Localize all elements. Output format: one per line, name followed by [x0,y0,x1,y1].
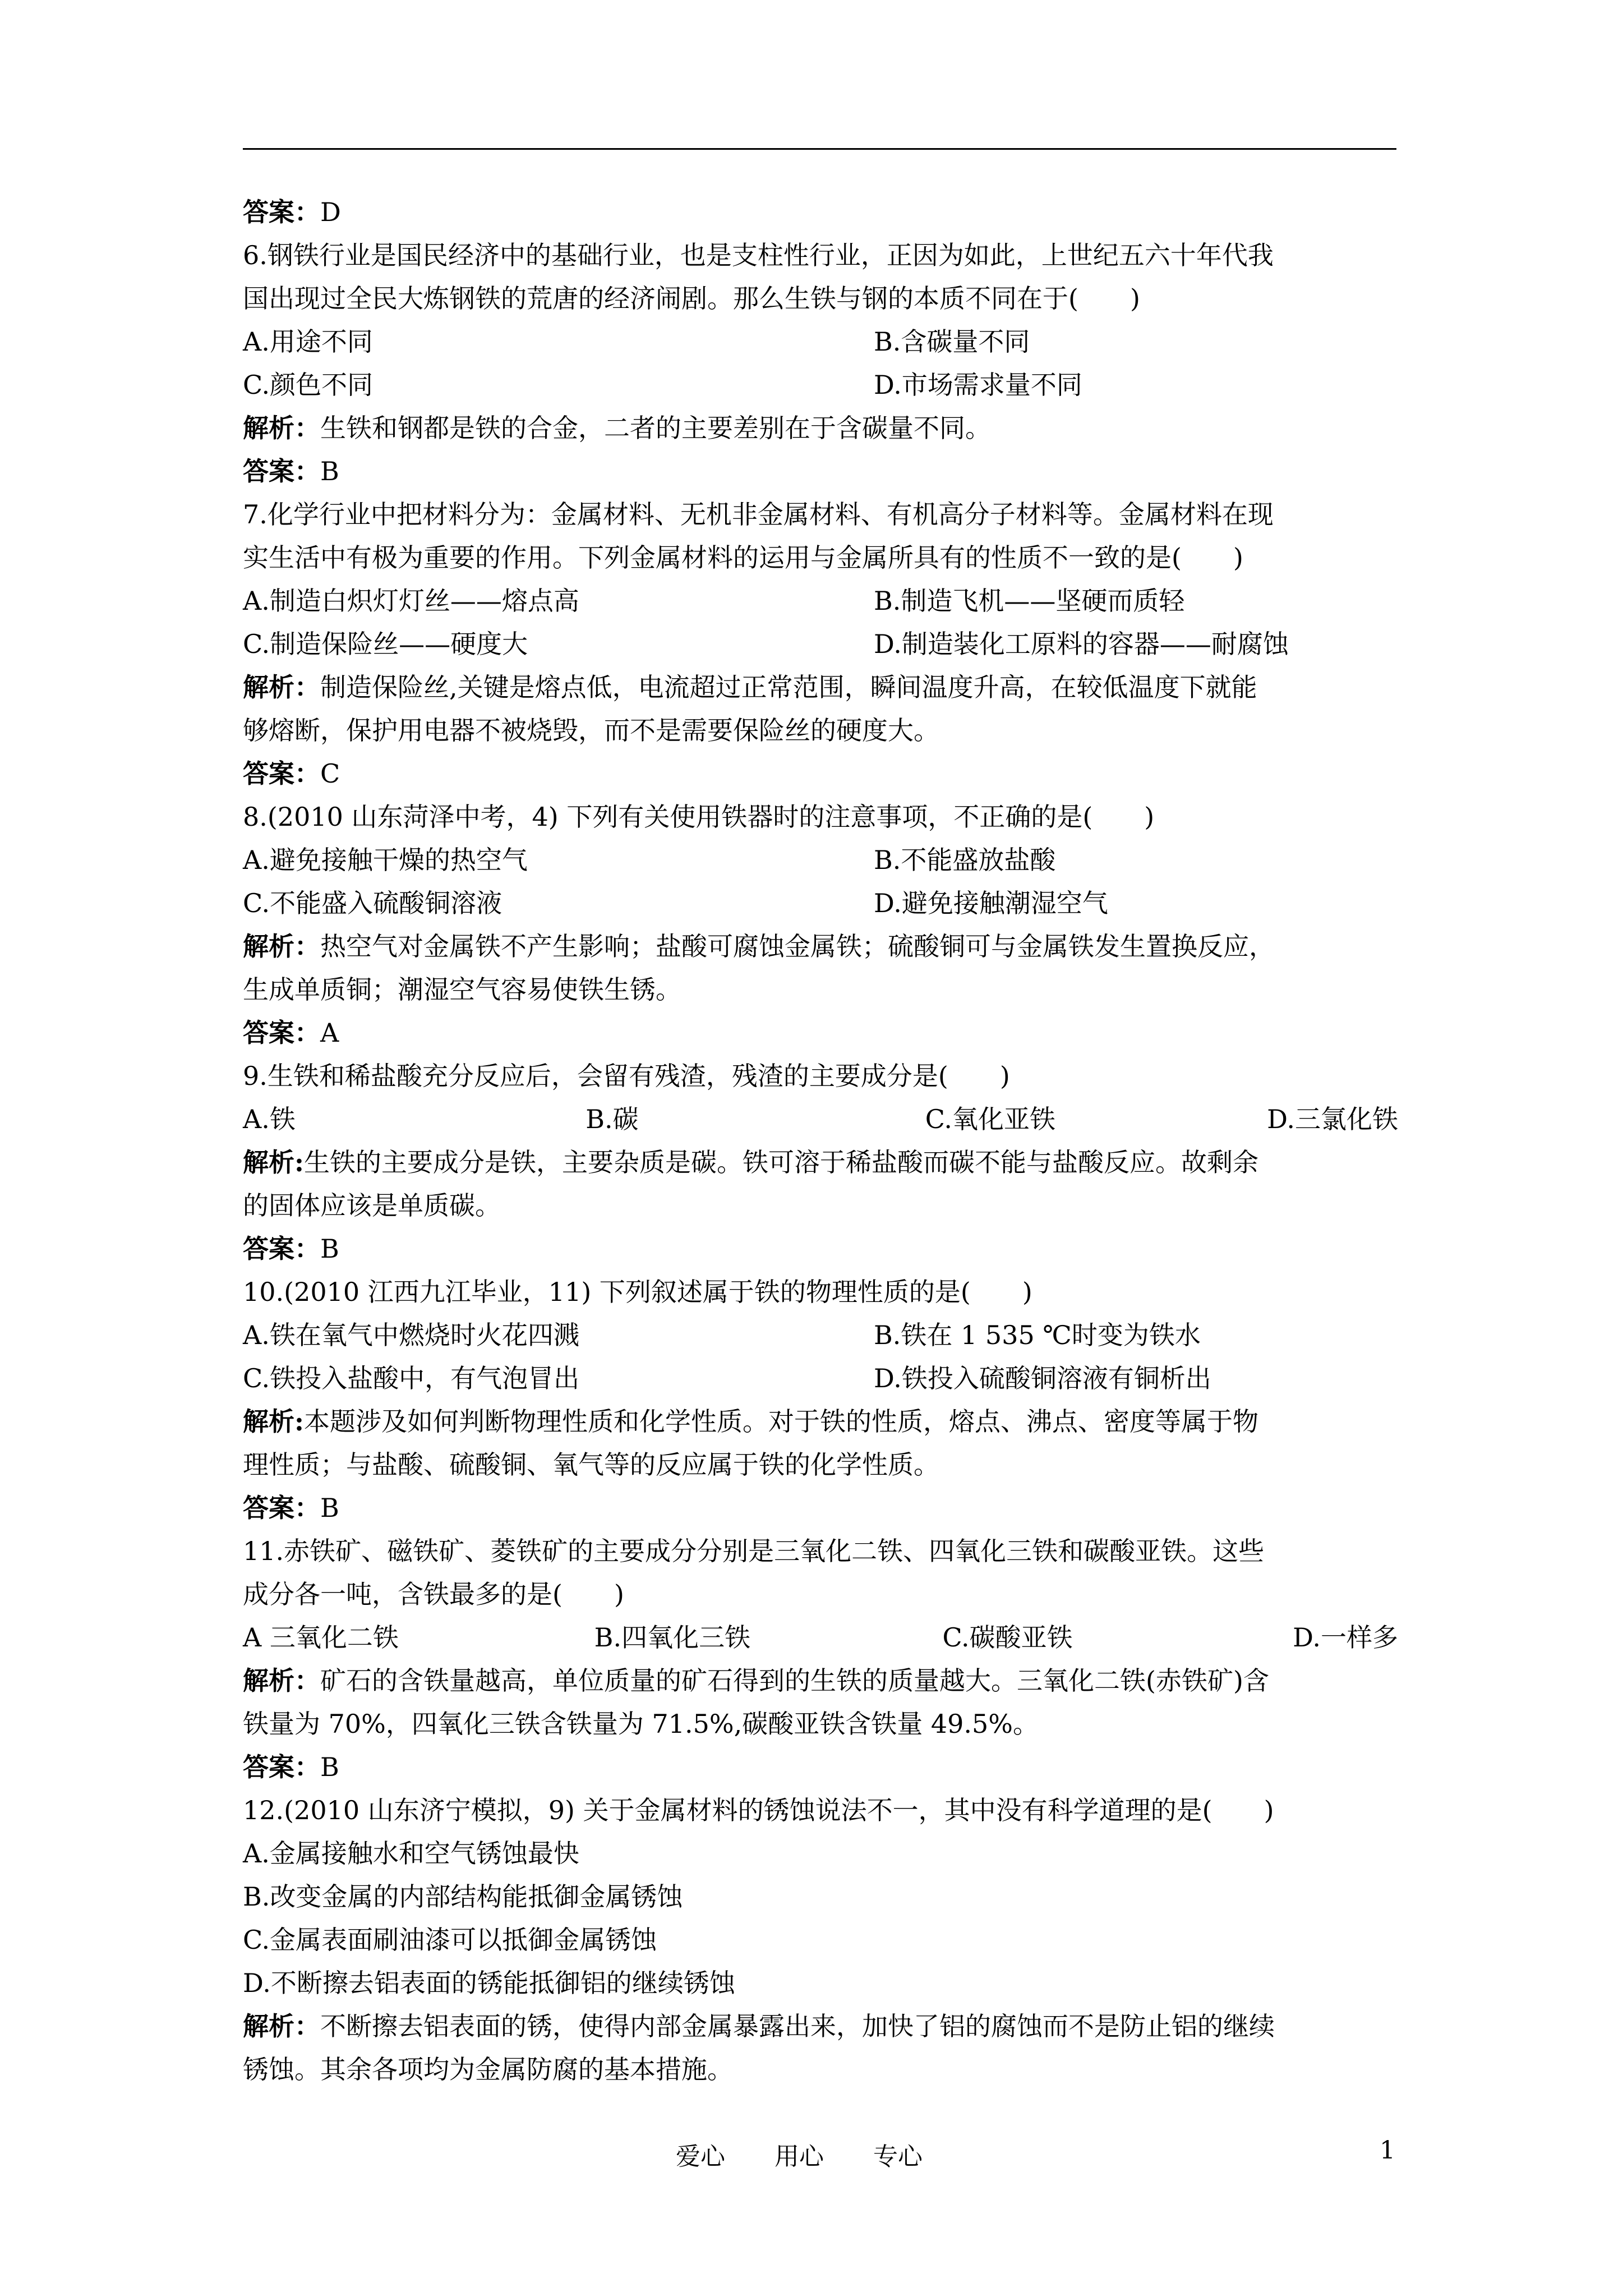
q10-stem-line: 10.(2010 江西九江毕业，11) 下列叙述属于铁的物理性质的是( ) [243,1277,1032,1307]
footer-motto: 爱心 用心 专心 [676,2142,923,2171]
document-body [243,191,1398,2091]
q8-analysis-cont: 生成单质铜；潮湿空气容易使铁生锈。 [243,974,681,1005]
option: A.避免接触干燥的热空气 [243,845,528,875]
option: C.不能盛入硫酸铜溶液 [243,888,502,918]
q7-analysis: 解析：制造保险丝,关键是熔点低，电流超过正常范围，瞬间温度升高，在较低温度下就能 [243,672,1257,702]
q9-options [243,1098,1398,1141]
q10-analysis-cont: 理性质；与盐酸、硫酸铜、氧气等的反应属于铁的化学性质。 [243,1450,939,1480]
q8-stem-line: 8.(2010 山东菏泽中考，4) 下列有关使用铁器时的注意事项，不正确的是( ) [243,802,1155,832]
q7-options [243,623,1398,666]
q10-options [243,1314,1398,1357]
q12-analysis-cont: 锈蚀。其余各项均为金属防腐的基本措施。 [243,2054,733,2085]
page-footer [0,2136,1623,2175]
q11-analysis-cont: 铁量为 70%，四氧化三铁含铁量为 71.5%,碳酸亚铁含铁量 49.5%。 [243,1709,1039,1739]
option: D.避免接触潮湿空气 [874,888,1108,918]
option: D.一样多 [1293,1622,1398,1653]
q8-analysis: 解析：热空气对金属铁不产生影响；盐酸可腐蚀金属铁；硫酸铜可与金属铁发生置换反应， [243,931,1275,961]
q8-options [243,882,1398,925]
option: A.制造白炽灯灯丝——熔点高 [243,586,579,616]
option: D.铁投入硫酸铜溶液有铜析出 [874,1363,1211,1393]
q9-answer: 答案：B [243,1234,339,1264]
option: B.不能盛放盐酸 [874,845,1056,875]
q12-option: C.金属表面刷油漆可以抵御金属锈蚀 [243,1925,657,1955]
q8-answer: 答案：A [243,1018,339,1048]
q5-answer: 答案：D [243,197,341,227]
q12-option: D.不断擦去铝表面的锈能抵御铝的继续锈蚀 [243,1968,735,1998]
option: B.制造飞机——坚硬而质轻 [874,586,1185,616]
q9-analysis-cont: 的固体应该是单质碳。 [243,1190,501,1221]
option: C.碳酸亚铁 [942,1622,1073,1653]
q6-options [243,364,1398,407]
q12-option: B.改变金属的内部结构能抵御金属锈蚀 [243,1881,683,1912]
q7-stem-line: 7.化学行业中把材料分为：金属材料、无机非金属材料、有机高分子材料等。金属材料在现 [243,499,1274,530]
q6-stem-line: 6.钢铁行业是国民经济中的基础行业，也是支柱性行业，正因为如此，上世纪五六十年代我 [243,240,1274,270]
q12-option: A.金属接触水和空气锈蚀最快 [243,1838,579,1869]
option: A.用途不同 [243,326,373,357]
option: D.三氯化铁 [1267,1104,1398,1134]
q9-stem-line: 9.生铁和稀盐酸充分反应后，会留有残渣，残渣的主要成分是( ) [243,1061,1010,1091]
option: D.制造装化工原料的容器——耐腐蚀 [874,629,1289,659]
q7-answer: 答案：C [243,758,340,789]
q6-stem-line: 国出现过全民大炼钢铁的荒唐的经济闹剧。那么生铁与钢的本质不同在于( ) [243,283,1140,314]
q10-options [243,1357,1398,1400]
option: D.市场需求量不同 [874,370,1082,400]
q8-options [243,839,1398,882]
q12-analysis: 解析：不断擦去铝表面的锈，使得内部金属暴露出来，加快了铝的腐蚀而不是防止铝的继续 [243,2011,1275,2041]
q6-analysis: 解析：生铁和钢都是铁的合金，二者的主要差别在于含碳量不同。 [243,413,991,443]
q6-answer: 答案：B [243,456,339,486]
q11-options [243,1616,1398,1659]
option: B.铁在 1 535 ℃时变为铁水 [874,1320,1201,1350]
q7-options [243,579,1398,623]
option: B.碳 [585,1104,639,1134]
option: A.铁 [243,1104,296,1134]
option: C.颜色不同 [243,370,374,400]
header-rule [243,148,1396,150]
q11-analysis: 解析：矿石的含铁量越高，单位质量的矿石得到的生铁的质量越大。三氧化二铁(赤铁矿)含 [243,1665,1269,1696]
q10-analysis: 解析:本题涉及如何判断物理性质和化学性质。对于铁的性质，熔点、沸点、密度等属于物 [243,1406,1258,1437]
q11-stem-line: 11.赤铁矿、磁铁矿、菱铁矿的主要成分分别是三氧化二铁、四氧化三铁和碳酸亚铁。这些 [243,1536,1265,1566]
q9-analysis: 解析:生铁的主要成分是铁，主要杂质是碳。铁可溶于稀盐酸而碳不能与盐酸反应。故剩余 [243,1147,1258,1177]
q7-stem-line: 实生活中有极为重要的作用。下列金属材料的运用与金属所具有的性质不一致的是( ) [243,542,1243,573]
option: B.四氧化三铁 [594,1622,751,1653]
q11-answer: 答案：B [243,1752,339,1782]
q12-stem-line: 12.(2010 山东济宁模拟，9) 关于金属材料的锈蚀说法不一，其中没有科学道理的是( ) [243,1795,1274,1825]
q6-options [243,320,1398,364]
q7-analysis-cont: 够熔断，保护用电器不被烧毁，而不是需要保险丝的硬度大。 [243,715,939,746]
q11-stem-line: 成分各一吨，含铁最多的是( ) [243,1579,624,1609]
q10-answer: 答案：B [243,1493,339,1523]
option: A.铁在氧气中燃烧时火花四溅 [243,1320,579,1350]
option: C.氧化亚铁 [925,1104,1055,1134]
page-number: 1 [1380,2136,1395,2165]
option: A 三氧化二铁 [243,1622,399,1653]
option: B.含碳量不同 [874,326,1030,357]
option: C.制造保险丝——硬度大 [243,629,528,659]
option: C.铁投入盐酸中，有气泡冒出 [243,1363,580,1393]
